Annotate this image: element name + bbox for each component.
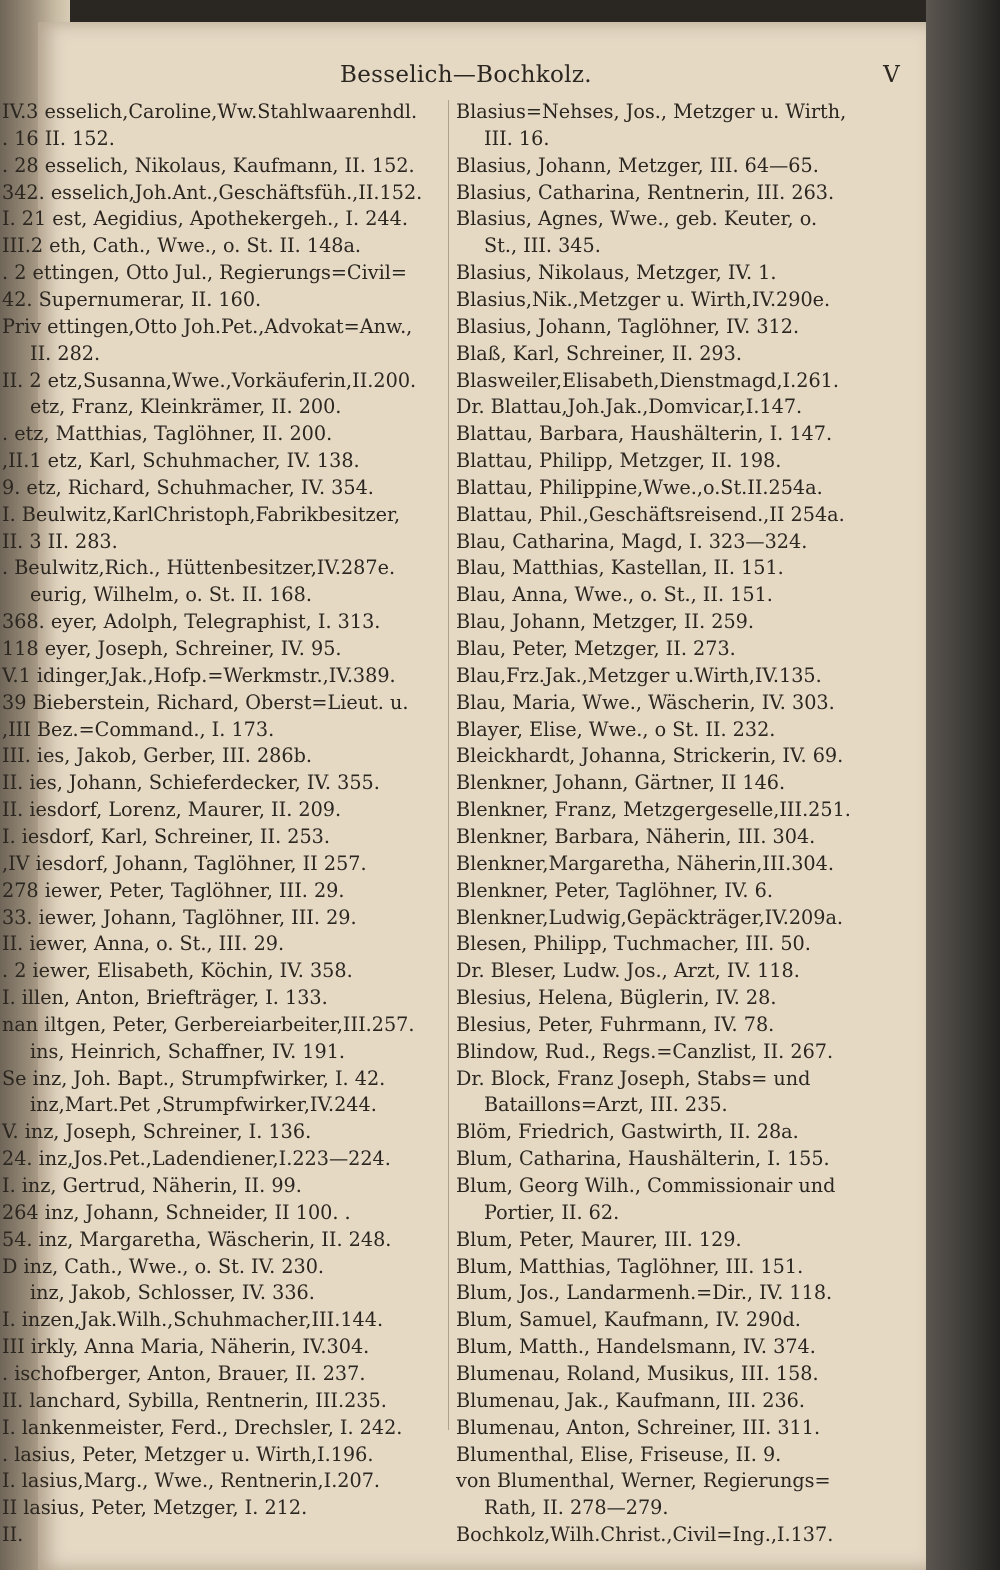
- directory-entry: I. inz, Gertrud, Näherin, II. 99.: [2, 1174, 302, 1197]
- directory-entry: Blasius, Catharina, Rentnerin, III. 263.: [456, 180, 835, 204]
- directory-entry: V. inz, Joseph, Schreiner, I. 136.: [2, 1120, 312, 1144]
- directory-entry: Blaß, Karl, Schreiner, II. 293.: [456, 341, 742, 365]
- directory-entry: Blumenau, Anton, Schreiner, III. 311.: [456, 1415, 821, 1439]
- directory-entry: Blenkner, Johann, Gärtner, II 146.: [456, 771, 786, 795]
- directory-entry: 118 eyer, Joseph, Schreiner, IV. 95.: [2, 637, 342, 660]
- directory-entry: Bleickhardt, Johanna, Strickerin, IV. 69.: [456, 744, 844, 768]
- directory-entry: 368. eyer, Adolph, Telegraphist, I. 313.: [2, 610, 381, 634]
- directory-entry: I. 21 est, Aegidius, Apothekergeh., I. 244.: [2, 207, 408, 231]
- directory-entry: 264 inz, Johann, Schneider, II 100. .: [2, 1200, 351, 1224]
- running-title: Besselich—Bochkolz.: [340, 62, 592, 88]
- directory-entry: . 28 esselich, Nikolaus, Kaufmann, II. 152.: [2, 153, 415, 177]
- directory-entry: inz,Mart.Pet ,Strumpfwirker,IV.244.: [30, 1093, 377, 1117]
- directory-entry: . etz, Matthias, Taglöhner, II. 200.: [2, 422, 333, 446]
- directory-entry: Blum, Samuel, Kaufmann, IV. 290d.: [456, 1308, 801, 1332]
- directory-entry: Blenkner, Barbara, Näherin, III. 304.: [456, 824, 816, 848]
- directory-entry: . lasius, Peter, Metzger u. Wirth,I.196.: [2, 1442, 374, 1466]
- directory-entry: nan iltgen, Peter, Gerbereiarbeiter,III.257.: [2, 1012, 415, 1036]
- directory-entry: Blasius, Agnes, Wwe., geb. Keuter, o.: [456, 207, 818, 231]
- directory-entry: Blum, Georg Wilh., Commissionair und: [456, 1174, 836, 1197]
- directory-entry: Portier, II. 62.: [484, 1200, 620, 1224]
- directory-entry: II. iewer, Anna, o. St., III. 29.: [2, 932, 285, 956]
- directory-entry: IV.3 esselich,Caroline,Ww.Stahlwaarenhdl.: [2, 100, 418, 123]
- directory-entry: Rath, II. 278—279.: [484, 1496, 669, 1520]
- column-divider: [448, 100, 449, 1430]
- directory-entry: I. inzen,Jak.Wilh.,Schuhmacher,III.144.: [2, 1308, 384, 1332]
- directory-entry: Blum, Peter, Maurer, III. 129.: [456, 1227, 742, 1251]
- directory-entry: Blasius,Nik.,Metzger u. Wirth,IV.290e.: [456, 287, 831, 311]
- directory-entry: Blattau, Philipp, Metzger, II. 198.: [456, 449, 782, 473]
- directory-entry: III. ies, Jakob, Gerber, III. 286b.: [2, 744, 312, 768]
- directory-entry: Blattau, Philippine,Wwe.,o.St.II.254a.: [456, 475, 823, 499]
- directory-entry: St., III. 345.: [484, 234, 601, 258]
- directory-entry: Dr. Block, Franz Joseph, Stabs= und: [456, 1066, 811, 1090]
- directory-entry: Blasius=Nehses, Jos., Metzger u. Wirth,: [456, 100, 847, 123]
- directory-entry: ,IV iesdorf, Johann, Taglöhner, II 257.: [2, 851, 367, 875]
- directory-entry: II. 282.: [30, 341, 101, 365]
- directory-entry: Blau, Johann, Metzger, II. 259.: [456, 610, 754, 634]
- directory-entry: Blasius, Nikolaus, Metzger, IV. 1.: [456, 261, 777, 285]
- directory-entry: Blenkner,Ludwig,Gepäckträger,IV.209a.: [456, 905, 844, 929]
- directory-entry: Blum, Matthias, Taglöhner, III. 151.: [456, 1254, 804, 1278]
- directory-entry: II lasius, Peter, Metzger, I. 212.: [2, 1496, 308, 1520]
- directory-entry: 342. esselich,Joh.Ant.,Geschäftsfüh.,II.152.: [2, 180, 423, 204]
- directory-entry: . 2 iewer, Elisabeth, Köchin, IV. 358.: [2, 959, 353, 983]
- directory-entry: Blumenau, Roland, Musikus, III. 158.: [456, 1361, 819, 1385]
- directory-entry: II. lanchard, Sybilla, Rentnerin, III.235.: [2, 1388, 387, 1412]
- directory-entry: ins, Heinrich, Schaffner, IV. 191.: [30, 1039, 346, 1063]
- directory-entry: I. lankenmeister, Ferd., Drechsler, I. 242.: [2, 1415, 403, 1439]
- directory-entry: inz, Jakob, Schlosser, IV. 336.: [30, 1281, 315, 1305]
- directory-entry: II. iesdorf, Lorenz, Maurer, II. 209.: [2, 798, 342, 822]
- directory-entry: 24. inz,Jos.Pet.,Ladendiener,I.223—224.: [2, 1147, 391, 1171]
- page-header: [340, 62, 900, 92]
- directory-entry: Blenkner,Margaretha, Näherin,III.304.: [456, 851, 834, 875]
- directory-entry: Blau, Matthias, Kastellan, II. 151.: [456, 556, 784, 580]
- directory-entry: Blum, Catharina, Haushälterin, I. 155.: [456, 1147, 830, 1171]
- directory-entry: Blau, Catharina, Magd, I. 323—324.: [456, 529, 808, 553]
- page-number: V: [883, 62, 900, 88]
- directory-entry: Blayer, Elise, Wwe., o St. II. 232.: [456, 717, 776, 741]
- directory-entry: III irkly, Anna Maria, Näherin, IV.304.: [2, 1335, 370, 1359]
- right-column: [456, 98, 906, 1547]
- directory-entry: Blesius, Peter, Fuhrmann, IV. 78.: [456, 1012, 775, 1036]
- directory-entry: 54. inz, Margaretha, Wäscherin, II. 248.: [2, 1227, 392, 1251]
- directory-entry: 278 iewer, Peter, Taglöhner, III. 29.: [2, 878, 345, 902]
- directory-entry: Blattau, Barbara, Haushälterin, I. 147.: [456, 422, 833, 446]
- directory-entry: etz, Franz, Kleinkrämer, II. 200.: [30, 395, 342, 419]
- directory-entry: III.2 eth, Cath., Wwe., o. St. II. 148a.: [2, 234, 362, 258]
- directory-entry: Dr. Bleser, Ludw. Jos., Arzt, IV. 118.: [456, 959, 800, 983]
- page-edge-shadow: [926, 0, 1000, 1570]
- directory-entry: Blesius, Helena, Büglerin, IV. 28.: [456, 986, 777, 1010]
- left-column: [2, 98, 440, 1547]
- directory-entry: Blesen, Philipp, Tuchmacher, III. 50.: [456, 932, 811, 956]
- directory-entry: Blenkner, Franz, Metzgergeselle,III.251.: [456, 798, 851, 822]
- directory-entry: II. 3 II. 283.: [2, 529, 118, 553]
- directory-entry: II.: [2, 1523, 24, 1547]
- directory-entry: von Blumenthal, Werner, Regierungs=: [456, 1469, 831, 1493]
- directory-entry: I. iesdorf, Karl, Schreiner, II. 253.: [2, 824, 330, 848]
- directory-entry: II. ies, Johann, Schieferdecker, IV. 355.: [2, 771, 380, 795]
- directory-entry: V.1 idinger,Jak.,Hofp.=Werkmstr.,IV.389.: [2, 663, 396, 687]
- directory-entry: I. illen, Anton, Briefträger, I. 133.: [2, 986, 328, 1010]
- directory-entry: 39 Bieberstein, Richard, Oberst=Lieut. u.: [2, 690, 409, 714]
- directory-entry: Blau, Anna, Wwe., o. St., II. 151.: [456, 583, 773, 607]
- directory-entry: 33. iewer, Johann, Taglöhner, III. 29.: [2, 905, 357, 929]
- directory-entry: I. lasius,Marg., Wwe., Rentnerin,I.207.: [2, 1469, 381, 1493]
- directory-entry: Bataillons=Arzt, III. 235.: [484, 1093, 728, 1117]
- directory-entry: Se inz, Joh. Bapt., Strumpfwirker, I. 42.: [2, 1066, 386, 1090]
- directory-entry: . 16 II. 152.: [2, 126, 115, 150]
- directory-entry: Blum, Matth., Handelsmann, IV. 374.: [456, 1335, 816, 1359]
- directory-entry: Blattau, Phil.,Geschäftsreisend.,II 254a.: [456, 502, 845, 526]
- directory-entry: Blumenau, Jak., Kaufmann, III. 236.: [456, 1388, 805, 1412]
- directory-entry: Blöm, Friedrich, Gastwirth, II. 28a.: [456, 1120, 799, 1144]
- directory-entry: III. 16.: [484, 126, 550, 150]
- directory-entry: eurig, Wilhelm, o. St. II. 168.: [30, 583, 312, 607]
- directory-entry: I. Beulwitz,KarlChristoph,Fabrikbesitzer,: [2, 502, 401, 526]
- directory-entry: Priv ettingen,Otto Joh.Pet.,Advokat=Anw.,: [2, 314, 413, 338]
- directory-entry: Blasweiler,Elisabeth,Dienstmagd,I.261.: [456, 368, 839, 392]
- directory-entry: 9. etz, Richard, Schuhmacher, IV. 354.: [2, 475, 374, 499]
- directory-entry: Blasius, Johann, Taglöhner, IV. 312.: [456, 314, 800, 338]
- directory-entry: Blau,Frz.Jak.,Metzger u.Wirth,IV.135.: [456, 663, 822, 687]
- directory-entry: Bochkolz,Wilh.Christ.,Civil=Ing.,I.137.: [456, 1523, 834, 1547]
- directory-entry: ,III Bez.=Command., I. 173.: [2, 717, 275, 741]
- directory-entry: ,II.1 etz, Karl, Schuhmacher, IV. 138.: [2, 449, 360, 473]
- directory-entry: Blau, Maria, Wwe., Wäscherin, IV. 303.: [456, 690, 835, 714]
- directory-entry: D inz, Cath., Wwe., o. St. IV. 230.: [2, 1254, 325, 1278]
- directory-entry: Dr. Blattau,Joh.Jak.,Domvicar,I.147.: [456, 395, 803, 419]
- directory-entry: Blasius, Johann, Metzger, III. 64—65.: [456, 153, 819, 177]
- directory-entry: . ischofberger, Anton, Brauer, II. 237.: [2, 1361, 366, 1385]
- directory-entry: II. 2 etz,Susanna,Wwe.,Vorkäuferin,II.200.: [2, 368, 417, 392]
- directory-entry: 42. Supernumerar, II. 160.: [2, 287, 262, 311]
- directory-entry: Blenkner, Peter, Taglöhner, IV. 6.: [456, 878, 773, 902]
- directory-entry: Blum, Jos., Landarmenh.=Dir., IV. 118.: [456, 1281, 833, 1305]
- directory-entry: . 2 ettingen, Otto Jul., Regierungs=Civil=: [2, 261, 407, 285]
- directory-entry: Blumenthal, Elise, Friseuse, II. 9.: [456, 1442, 782, 1466]
- directory-entry: Blau, Peter, Metzger, II. 273.: [456, 637, 736, 660]
- directory-entry: Blindow, Rud., Regs.=Canzlist, II. 267.: [456, 1039, 834, 1063]
- directory-entry: . Beulwitz,Rich., Hüttenbesitzer,IV.287e.: [2, 556, 396, 580]
